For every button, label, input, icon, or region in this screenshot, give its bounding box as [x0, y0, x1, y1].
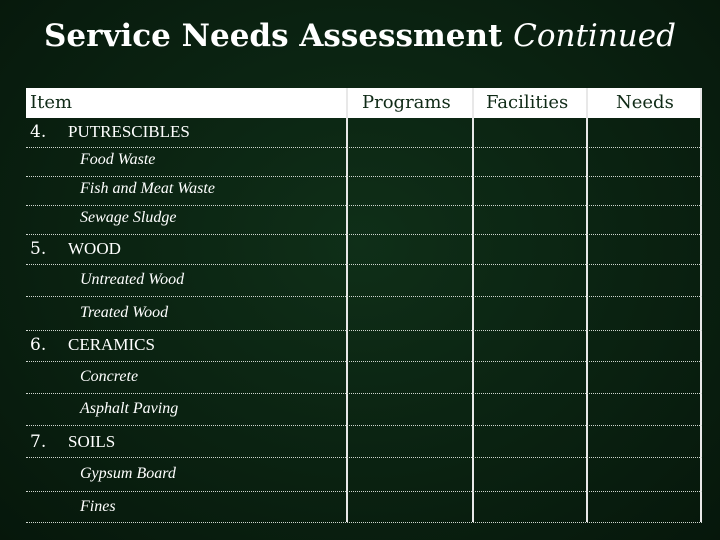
item-label: Fines [80, 498, 116, 515]
section-row-wood [26, 234, 702, 265]
section-row-soils [26, 425, 702, 458]
title-main: Service Needs Assessment [44, 18, 503, 54]
table-row [26, 264, 702, 297]
item-label: Gypsum Board [80, 465, 176, 482]
section-number: 7. [30, 432, 47, 452]
item-label: Sewage Sludge [80, 209, 177, 226]
section-number: 4. [30, 122, 47, 142]
section-label: PUTRESCIBLES [68, 122, 190, 141]
page-title [0, 18, 720, 54]
header-programs: Programs [362, 92, 451, 113]
title-suffix: Continued [513, 18, 676, 54]
table-row [26, 457, 702, 492]
header-needs: Needs [616, 92, 674, 113]
section-label: SOILS [68, 432, 116, 451]
item-label: Fish and Meat Waste [80, 180, 215, 197]
table-row [26, 491, 702, 523]
item-label: Treated Wood [80, 304, 169, 321]
table-header-row [26, 88, 702, 118]
section-label: CERAMICS [68, 335, 155, 354]
table-row [26, 296, 702, 331]
item-label: Asphalt Paving [80, 400, 179, 417]
table-row [26, 205, 702, 235]
section-row-ceramics [26, 330, 702, 362]
section-number: 6. [30, 335, 47, 355]
header-item: Item [30, 92, 73, 113]
table-row [26, 361, 702, 394]
item-label: Food Waste [80, 151, 156, 168]
section-number: 5. [30, 239, 47, 259]
section-row-putrescibles [26, 118, 702, 148]
item-label: Untreated Wood [80, 271, 185, 288]
item-label: Concrete [80, 368, 139, 385]
table-row [26, 147, 702, 177]
section-label: WOOD [68, 239, 121, 258]
table-row [26, 393, 702, 426]
table-row [26, 176, 702, 206]
header-facilities: Facilities [486, 92, 569, 113]
